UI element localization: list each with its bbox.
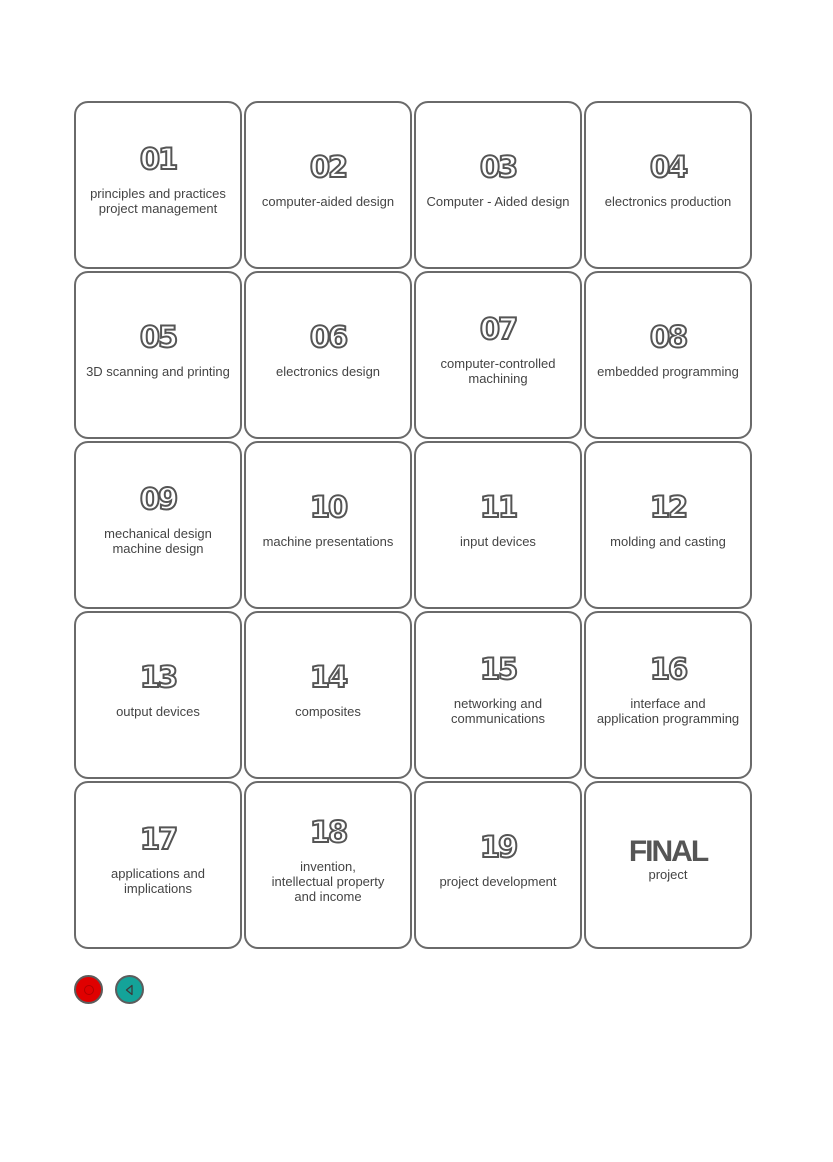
week-number: 02 <box>309 149 347 184</box>
week-card-11[interactable] <box>414 441 582 609</box>
week-label: input devices <box>460 533 536 549</box>
week-number: 14 <box>309 659 347 694</box>
final-project-card[interactable] <box>584 781 752 949</box>
week-label: networking and communications <box>451 696 545 726</box>
week-number: 04 <box>649 149 687 184</box>
week-card-04[interactable] <box>584 101 752 269</box>
week-label: output devices <box>116 703 200 719</box>
week-number: 13 <box>139 659 177 694</box>
week-card-02[interactable] <box>244 101 412 269</box>
final-subtitle: project <box>648 866 688 882</box>
week-label: Computer - Aided design <box>426 193 570 209</box>
week-label: interface and application programming <box>596 696 740 726</box>
week-number: 05 <box>139 319 177 354</box>
week-label: invention, intellectual property and income <box>271 858 385 904</box>
week-label: computer-aided design <box>261 193 395 209</box>
week-card-14[interactable] <box>244 611 412 779</box>
week-number: 19 <box>479 829 517 864</box>
week-card-16[interactable] <box>584 611 752 779</box>
week-card-06[interactable] <box>244 271 412 439</box>
week-number: 11 <box>479 489 517 524</box>
week-card-15[interactable] <box>414 611 582 779</box>
week-card-17[interactable] <box>74 781 242 949</box>
week-card-19[interactable] <box>414 781 582 949</box>
back-button[interactable] <box>115 975 144 1004</box>
week-label: electronics production <box>604 193 732 209</box>
week-label: project development <box>439 873 557 889</box>
circle-icon <box>83 984 95 996</box>
week-label: machine presentations <box>262 533 394 549</box>
week-number: 08 <box>649 319 687 354</box>
bottom-controls <box>74 975 144 1004</box>
week-label: applications and implications <box>111 866 205 896</box>
record-button[interactable] <box>74 975 103 1004</box>
week-card-18[interactable] <box>244 781 412 949</box>
assignments-grid <box>74 101 752 949</box>
week-label: principles and practices project management <box>90 186 226 216</box>
week-number: 01 <box>139 142 177 176</box>
week-card-09[interactable] <box>74 441 242 609</box>
week-card-13[interactable] <box>74 611 242 779</box>
week-label: electronics design <box>275 363 381 379</box>
week-number: 07 <box>479 312 517 346</box>
week-label: computer-controlled machining <box>440 356 556 386</box>
week-number: 15 <box>479 652 517 686</box>
week-card-01[interactable] <box>74 101 242 269</box>
week-card-05[interactable] <box>74 271 242 439</box>
week-card-07[interactable] <box>414 271 582 439</box>
triangle-left-icon <box>124 984 136 996</box>
week-number: 16 <box>649 652 687 686</box>
week-number: 10 <box>309 489 347 524</box>
final-title: FINAL <box>628 834 708 868</box>
week-number: 03 <box>479 149 517 184</box>
week-label: composites <box>295 703 361 719</box>
week-label: 3D scanning and printing <box>86 363 230 379</box>
week-number: 17 <box>139 822 177 856</box>
week-label: mechanical design machine design <box>104 526 212 556</box>
week-label: molding and casting <box>610 533 726 549</box>
week-label: embedded programming <box>597 363 739 379</box>
week-card-10[interactable] <box>244 441 412 609</box>
week-card-08[interactable] <box>584 271 752 439</box>
week-number: 12 <box>649 489 687 524</box>
week-number: 09 <box>139 482 177 516</box>
week-card-03[interactable] <box>414 101 582 269</box>
week-number: 06 <box>309 319 347 354</box>
week-number: 18 <box>309 814 347 849</box>
week-card-12[interactable] <box>584 441 752 609</box>
